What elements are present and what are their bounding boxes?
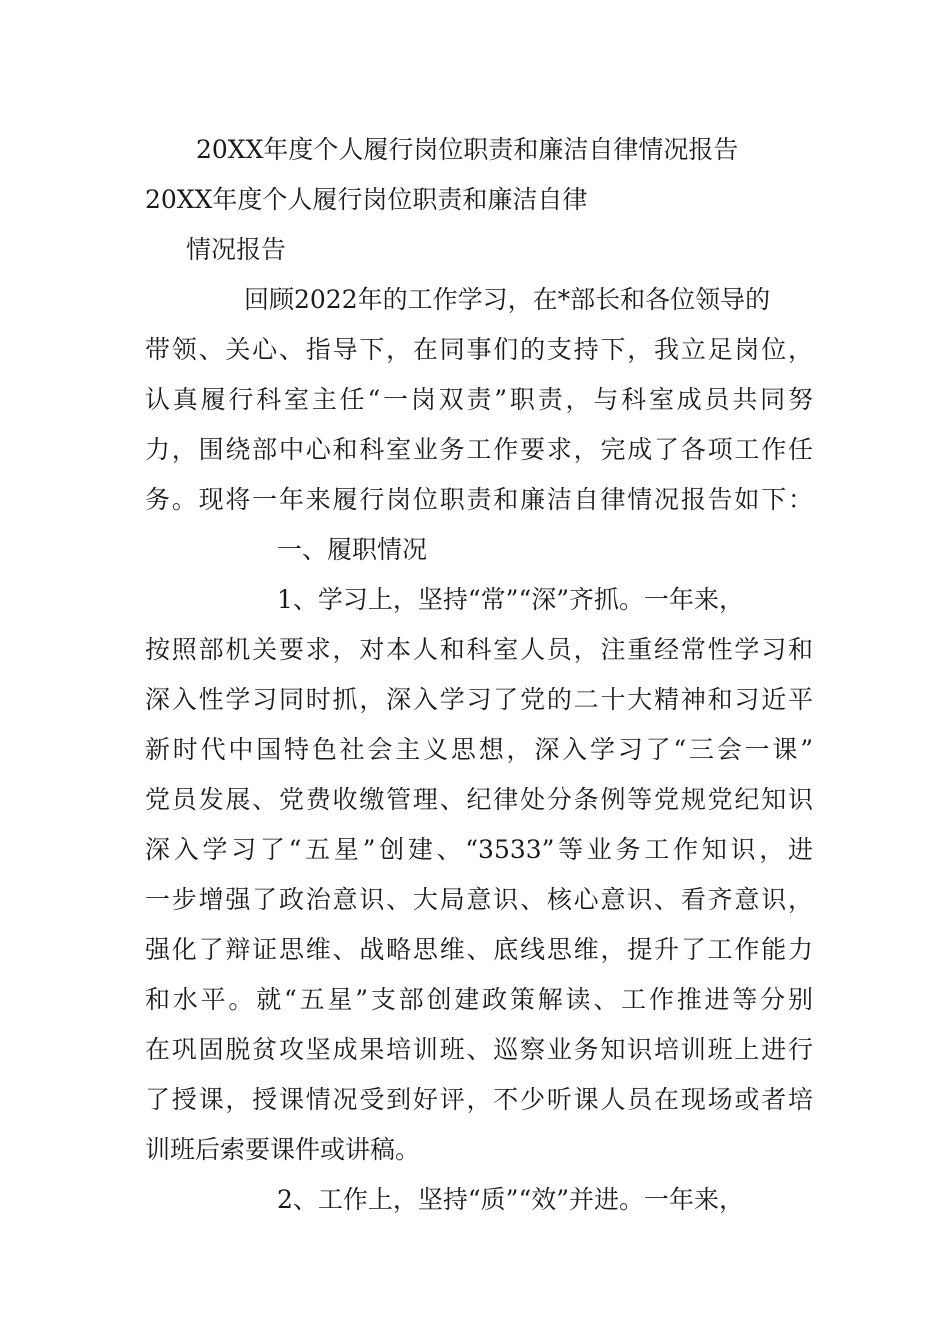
paragraph-line: 和水平。就“五星”支部创建政策解读、工作推进等分别 [145,985,813,1014]
paragraph-line: 务。现将一年来履行岗位职责和廉洁自律情况报告如下： [145,485,813,514]
document-subtitle-line-1: 20XX年度个人履行岗位职责和廉洁自律 [145,185,588,214]
paragraph-line: 党员发展、党费收缴管理、纪律处分条例等党规党纪知识 [145,785,813,814]
paragraph-line: 力，围绕部中心和科室业务工作要求，完成了各项工作任 [145,435,813,464]
paragraph-line: 1、学习上，坚持“常”“深”齐抓。一年来， [277,585,745,614]
paragraph-line: 2、工作上，坚持“质”“效”并进。一年来， [277,1185,745,1214]
paragraph-line: 一步增强了政治意识、大局意识、核心意识、看齐意识， [145,885,813,914]
paragraph-line: 新时代中国特色社会主义思想，深入学习了“三会一课” [145,735,813,764]
paragraph-line: 训班后索要课件或讲稿。 [145,1135,421,1164]
paragraph-line: 了授课，授课情况受到好评，不少听课人员在现场或者培 [145,1085,813,1114]
paragraph-line: 深入学习了“五星”创建、“3533”等业务工作知识，进 [145,835,813,864]
paragraph-line: 认真履行科室主任“一岗双责”职责，与科室成员共同努 [145,385,813,414]
paragraph-line: 按照部机关要求，对本人和科室人员，注重经常性学习和 [145,635,813,664]
paragraph-line: 回顾2022年的工作学习，在*部长和各位领导的 [244,285,771,314]
document-title: 20XX年度个人履行岗位职责和廉洁自律情况报告 [196,135,739,164]
paragraph-line: 深入性学习同时抓，深入学习了党的二十大精神和习近平 [145,685,813,714]
document-subtitle-line-2: 情况报告 [186,235,287,264]
paragraph-line: 在巩固脱贫攻坚成果培训班、巡察业务知识培训班上进行 [145,1035,813,1064]
paragraph-line: 带领、关心、指导下，在同事们的支持下，我立足岗位， [145,335,813,364]
section-heading: 一、履职情况 [277,535,428,564]
paragraph-line: 强化了辩证思维、战略思维、底线思维，提升了工作能力 [145,935,813,964]
